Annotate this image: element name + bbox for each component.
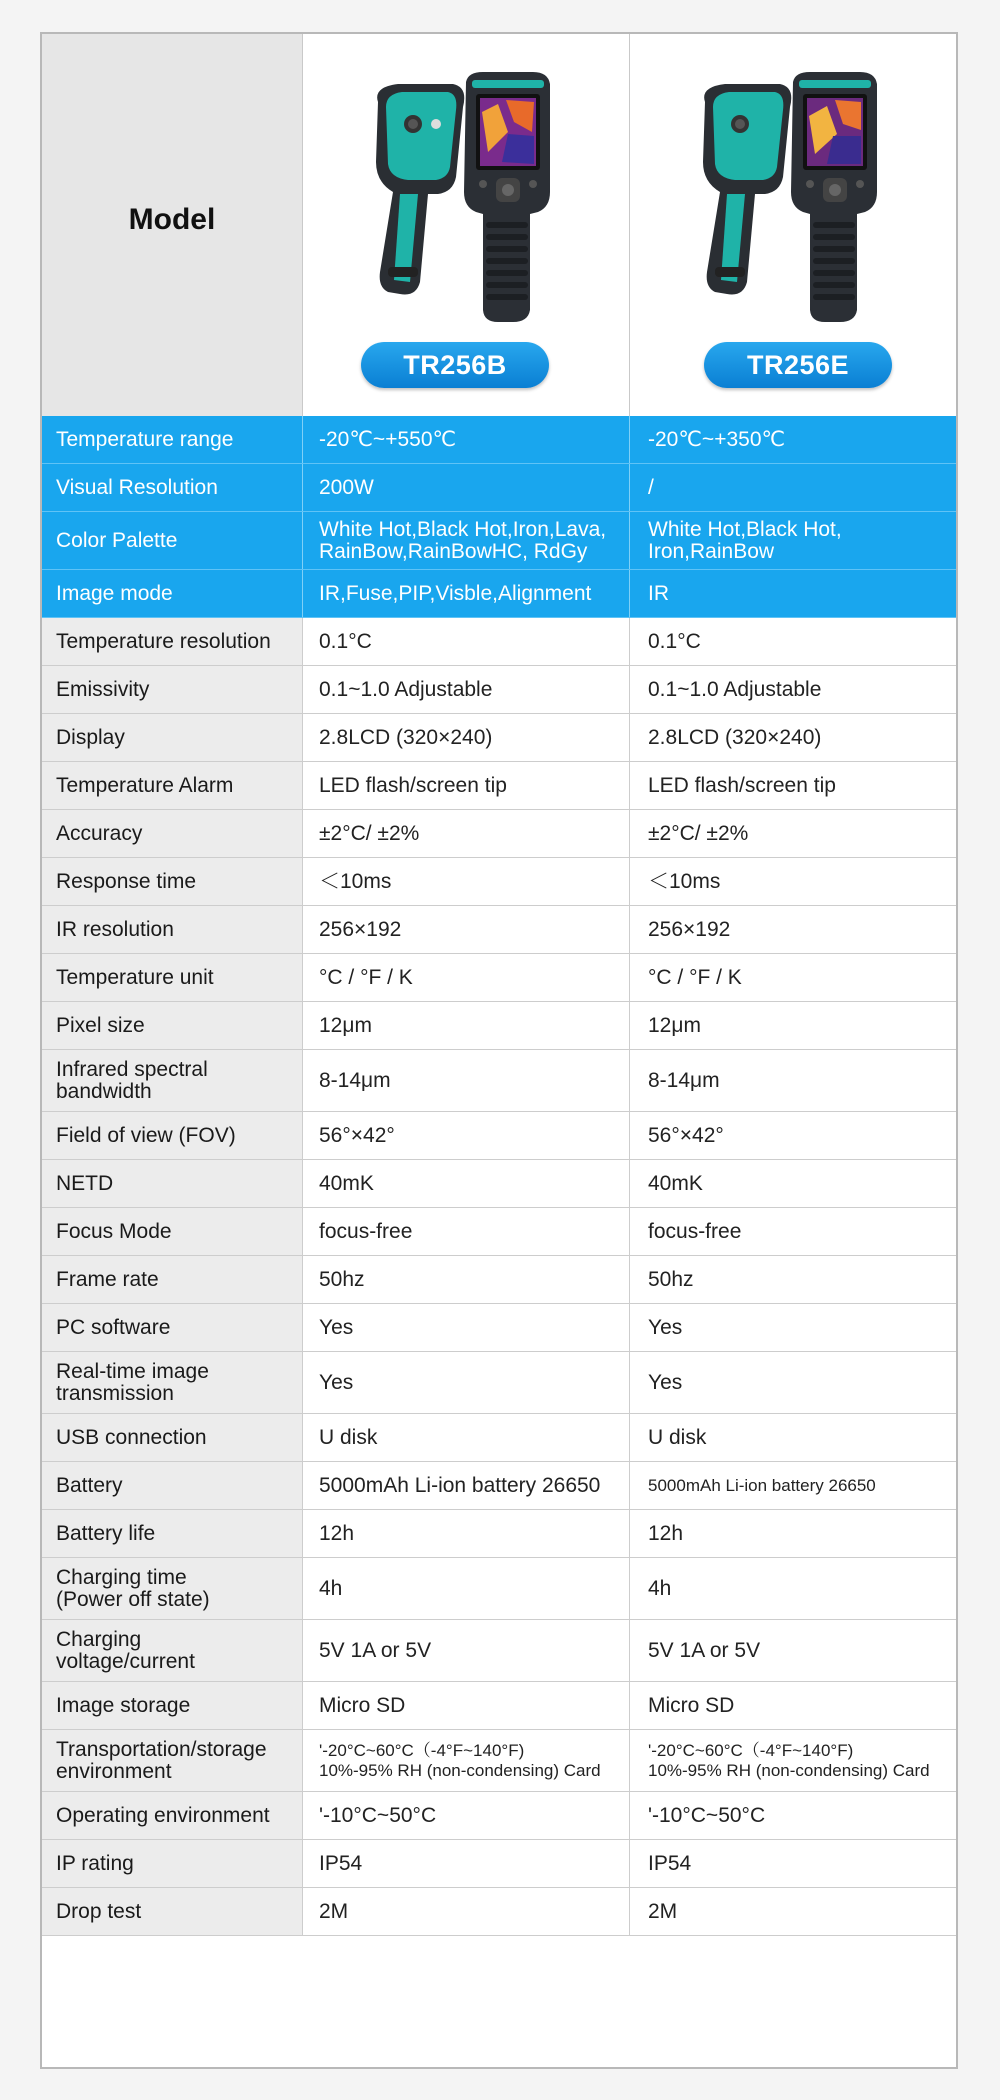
spec-label: IR resolution bbox=[42, 906, 303, 953]
spec-row bbox=[42, 1682, 956, 1730]
spec-label: Operating environment bbox=[42, 1792, 303, 1839]
spec-row bbox=[42, 810, 956, 858]
spec-value-tr256e: IR bbox=[648, 581, 669, 605]
spec-value-tr256e: 40mK bbox=[648, 1171, 703, 1195]
spec-label: Emissivity bbox=[42, 666, 303, 713]
thermal-camera-image bbox=[348, 52, 578, 332]
product-cell-tr256e bbox=[630, 34, 956, 416]
model-header-row bbox=[42, 34, 956, 417]
spec-row bbox=[42, 1050, 956, 1112]
spec-value-tr256b: White Hot,Black Hot,Iron,Lava, RainBow,RainBowHC, RdGy bbox=[303, 512, 630, 569]
spec-value-tr256b: ±2°C/ ±2% bbox=[303, 810, 630, 857]
spec-value-tr256b: 40mK bbox=[303, 1160, 630, 1207]
spec-value-tr256e: 8-14μm bbox=[648, 1068, 720, 1092]
spec-value-tr256e: / bbox=[648, 475, 654, 499]
spec-value-tr256b: °C / °F / K bbox=[303, 954, 630, 1001]
spec-label: Frame rate bbox=[42, 1256, 303, 1303]
spec-label: Temperature range bbox=[42, 416, 303, 463]
spec-row bbox=[42, 618, 956, 666]
spec-value-tr256e: 50hz bbox=[648, 1267, 694, 1291]
spec-label: Infrared spectral bandwidth bbox=[42, 1050, 303, 1111]
spec-row bbox=[42, 464, 956, 512]
spec-value-tr256e: ＜10ms bbox=[648, 869, 721, 893]
spec-label: Accuracy bbox=[42, 810, 303, 857]
spec-label: Image storage bbox=[42, 1682, 303, 1729]
spec-row bbox=[42, 954, 956, 1002]
spec-label: Temperature resolution bbox=[42, 618, 303, 665]
spec-value-tr256b: 2M bbox=[303, 1888, 630, 1935]
spec-label: Battery life bbox=[42, 1510, 303, 1557]
spec-row bbox=[42, 1112, 956, 1160]
spec-row bbox=[42, 1352, 956, 1414]
spec-label: Pixel size bbox=[42, 1002, 303, 1049]
spec-value-tr256b: 4h bbox=[303, 1558, 630, 1619]
spec-label: Response time bbox=[42, 858, 303, 905]
spec-label: Charging voltage/current bbox=[42, 1620, 303, 1681]
spec-value-tr256b: Yes bbox=[303, 1304, 630, 1351]
spec-table bbox=[42, 416, 956, 1936]
spec-label: Transportation/storage environment bbox=[42, 1730, 303, 1791]
spec-row bbox=[42, 858, 956, 906]
spec-label: Field of view (FOV) bbox=[42, 1112, 303, 1159]
spec-value-tr256e: focus-free bbox=[648, 1219, 742, 1243]
spec-value-tr256b: '-10°C~50°C bbox=[303, 1792, 630, 1839]
model-label-cell bbox=[42, 34, 303, 416]
spec-value-tr256e: 0.1~1.0 Adjustable bbox=[648, 677, 822, 701]
spec-value-tr256e: Yes bbox=[648, 1315, 683, 1339]
spec-value-tr256e: Micro SD bbox=[648, 1693, 735, 1717]
spec-value-tr256b: LED flash/screen tip bbox=[303, 762, 630, 809]
spec-value-tr256b: 0.1°C bbox=[303, 618, 630, 665]
spec-row bbox=[42, 1620, 956, 1682]
spec-value-tr256b: 8-14μm bbox=[303, 1050, 630, 1111]
spec-value-tr256b: focus-free bbox=[303, 1208, 630, 1255]
spec-value-tr256e: 5V 1A or 5V bbox=[648, 1638, 761, 1662]
spec-value-tr256b: IR,Fuse,PIP,Visble,Alignment bbox=[303, 570, 630, 617]
spec-value-tr256e: '-20°C~60°C（-4°F~140°F) 10%-95% RH (non-condensing) Card bbox=[648, 1740, 930, 1780]
product-cell-tr256b bbox=[303, 34, 630, 416]
spec-value-tr256e: U disk bbox=[648, 1425, 707, 1449]
spec-row bbox=[42, 416, 956, 464]
spec-row bbox=[42, 762, 956, 810]
spec-label: Drop test bbox=[42, 1888, 303, 1935]
spec-value-tr256e: LED flash/screen tip bbox=[648, 773, 836, 797]
model-name-tr256b: TR256B bbox=[403, 349, 507, 380]
spec-row bbox=[42, 1792, 956, 1840]
spec-row bbox=[42, 1002, 956, 1050]
spec-row bbox=[42, 714, 956, 762]
spec-value-tr256b: IP54 bbox=[303, 1840, 630, 1887]
spec-value-tr256e: 2.8LCD (320×240) bbox=[648, 725, 822, 749]
spec-value-tr256e: ±2°C/ ±2% bbox=[648, 821, 749, 845]
model-badge-tr256b bbox=[361, 342, 549, 388]
spec-value-tr256b: 12μm bbox=[303, 1002, 630, 1049]
model-name-tr256e: TR256E bbox=[746, 349, 850, 380]
spec-value-tr256b: '-20°C~60°C（-4°F~140°F) 10%-95% RH (non-condensing) Card bbox=[303, 1730, 630, 1791]
spec-value-tr256e: 12h bbox=[648, 1521, 684, 1545]
spec-label: USB connection bbox=[42, 1414, 303, 1461]
spec-value-tr256b: 50hz bbox=[303, 1256, 630, 1303]
spec-row bbox=[42, 1558, 956, 1620]
spec-value-tr256b: 5000mAh Li-ion battery 26650 bbox=[303, 1462, 630, 1509]
spec-value-tr256b: -20℃~+550℃ bbox=[303, 416, 630, 463]
spec-value-tr256b: Yes bbox=[303, 1352, 630, 1413]
spec-value-tr256e: °C / °F / K bbox=[648, 965, 742, 989]
spec-label: Real-time image transmission bbox=[42, 1352, 303, 1413]
spec-value-tr256e: 56°×42° bbox=[648, 1123, 724, 1147]
spec-label: IP rating bbox=[42, 1840, 303, 1887]
spec-value-tr256b: 12h bbox=[303, 1510, 630, 1557]
spec-row bbox=[42, 512, 956, 570]
spec-value-tr256b: U disk bbox=[303, 1414, 630, 1461]
spec-row bbox=[42, 1208, 956, 1256]
model-label: Model bbox=[128, 203, 216, 236]
spec-value-tr256e: 4h bbox=[648, 1576, 672, 1600]
spec-value-tr256e: -20℃~+350℃ bbox=[648, 427, 786, 451]
spec-label: Color Palette bbox=[42, 512, 303, 569]
spec-label: NETD bbox=[42, 1160, 303, 1207]
spec-row bbox=[42, 1462, 956, 1510]
spec-row bbox=[42, 1256, 956, 1304]
spec-label: Image mode bbox=[42, 570, 303, 617]
spec-row bbox=[42, 1730, 956, 1792]
spec-label: Display bbox=[42, 714, 303, 761]
spec-value-tr256b: ＜10ms bbox=[303, 858, 630, 905]
spec-comparison-sheet bbox=[40, 32, 958, 2069]
spec-label: Temperature Alarm bbox=[42, 762, 303, 809]
spec-row bbox=[42, 1304, 956, 1352]
spec-value-tr256e: Yes bbox=[648, 1370, 683, 1394]
spec-label: Visual Resolution bbox=[42, 464, 303, 511]
spec-value-tr256e: '-10°C~50°C bbox=[648, 1803, 766, 1827]
spec-value-tr256e: 5000mAh Li-ion battery 26650 bbox=[648, 1475, 876, 1495]
spec-label: Temperature unit bbox=[42, 954, 303, 1001]
spec-row bbox=[42, 1510, 956, 1558]
spec-value-tr256b: 56°×42° bbox=[303, 1112, 630, 1159]
spec-value-tr256e: 0.1°C bbox=[648, 629, 701, 653]
spec-row bbox=[42, 666, 956, 714]
spec-value-tr256b: 5V 1A or 5V bbox=[303, 1620, 630, 1681]
spec-value-tr256e: 2M bbox=[648, 1899, 678, 1923]
spec-row bbox=[42, 1888, 956, 1936]
spec-row bbox=[42, 1160, 956, 1208]
spec-row bbox=[42, 1414, 956, 1462]
spec-value-tr256b: 256×192 bbox=[303, 906, 630, 953]
spec-label: Battery bbox=[42, 1462, 303, 1509]
spec-value-tr256e: 12μm bbox=[648, 1013, 701, 1037]
spec-value-tr256b: Micro SD bbox=[303, 1682, 630, 1729]
model-badge-tr256e bbox=[704, 342, 892, 388]
spec-value-tr256b: 2.8LCD (320×240) bbox=[303, 714, 630, 761]
spec-value-tr256e: IP54 bbox=[648, 1851, 692, 1875]
spec-label: Charging time (Power off state) bbox=[42, 1558, 303, 1619]
spec-row bbox=[42, 570, 956, 618]
spec-value-tr256b: 0.1~1.0 Adjustable bbox=[303, 666, 630, 713]
spec-row bbox=[42, 906, 956, 954]
thermal-camera-image bbox=[675, 52, 905, 332]
spec-value-tr256e: 256×192 bbox=[648, 917, 731, 941]
spec-label: Focus Mode bbox=[42, 1208, 303, 1255]
spec-value-tr256e: White Hot,Black Hot, Iron,RainBow bbox=[648, 517, 842, 563]
spec-value-tr256b: 200W bbox=[303, 464, 630, 511]
spec-label: PC software bbox=[42, 1304, 303, 1351]
spec-row bbox=[42, 1840, 956, 1888]
